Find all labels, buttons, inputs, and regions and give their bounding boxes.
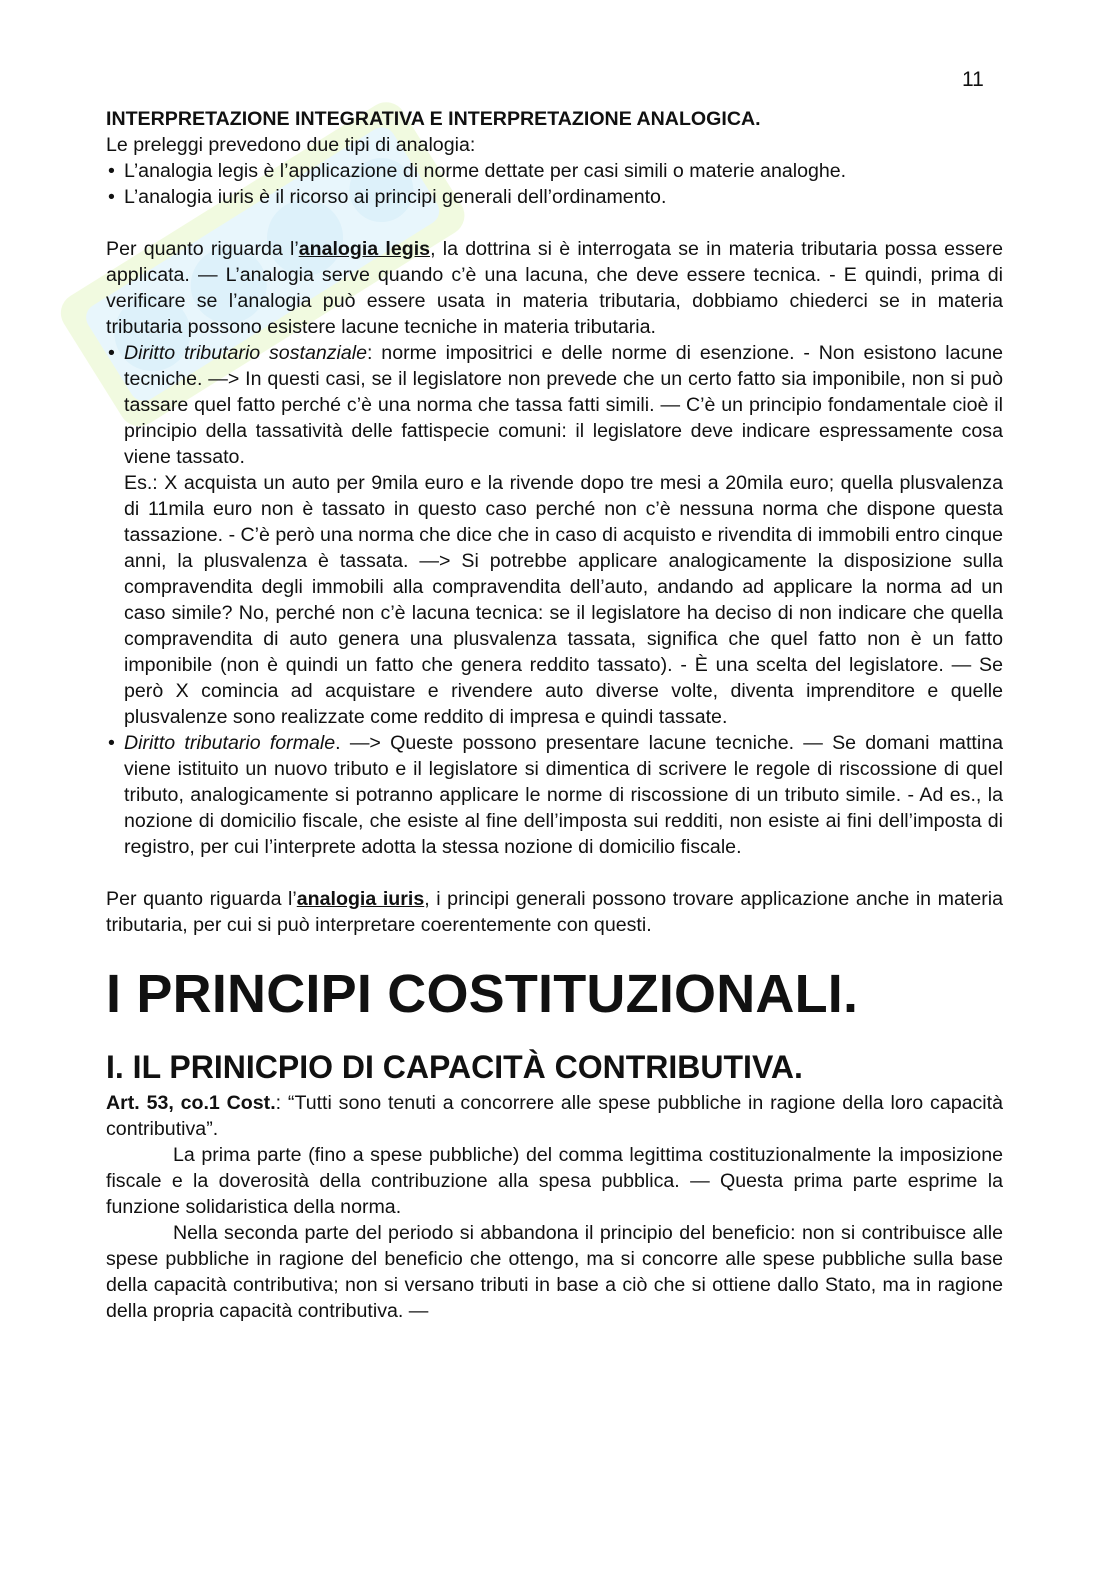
list-item-formale: • Diritto tributario formale. —> Queste possono presentare lacune tecniche. — Se domani mattina viene istituito un nuovo tributo e il legislatore si dimentica di scrivere le regole di riscossione di quel tributo, analogicamente si potranno applicare le norme di riscossione di un tributo simile. - Ad es., la nozione di domicilio fiscale, che esiste al fine dell’imposta sui redditi, non esiste ai fini dell’imposta di registro, per cui l’interprete adotta la stessa nozione di domicilio fiscale. <box>106 730 1003 860</box>
term-sostanziale: Diritto tributario sostanziale <box>124 342 368 364</box>
section-title: INTERPRETAZIONE INTEGRATIVA E INTERPRETAZIONE ANALOGICA. <box>106 108 761 130</box>
article-quote: Art. 53, co.1 Cost.: “Tutti sono tenuti a concorrere alle spese pubbliche in ragione della loro capacità contributiva”. <box>106 1092 1004 1140</box>
analogy-types-list <box>106 158 1003 210</box>
term-analogia-iuris: analogia iuris <box>296 888 425 910</box>
example-paragraph: Es.: X acquista un auto per 9mila euro e la rivende dopo tre mesi a 20mila euro; quella plusvalenza di 11mila euro non è tassato in questo caso perché non c’è nessuna norma che dispone questa tassazione. - C’è però una norma che dice che in caso di acquisto e rivendita di immobili entro cinque anni, la plusvalenza è tassata. —> Si potrebbe applicare analogicamente la disposizione sulla compravendita degli immobili alla compravendita dell’auto, andando ad applicare la norma ad un caso simile? No, perché non c’è lacuna tecnica: se il legislatore ha deciso di non indicare che quella compravendita di auto genera una plusvalenza tassata, significa che quel fatto non è un fatto imponibile (non è quindi un fatto che genera reddito tassato). - È una scelta del legislatore. — Se però X comincia ad acquistare e rivendere auto diverse volte, diventa imprenditore e quelle plusvalenze sono realizzate come reddito di impresa e quindi tassate. <box>124 472 1003 728</box>
list-item-sostanziale: • Diritto tributario sostanziale: norme impositrici e delle norme di esenzione. - Non esistono lacune tecniche. —> In questi casi, se il legislatore non prevede che un certo fatto sia imponibile, non si può tassare quel fatto perché c’è una norma che tassa fatti simili. — C’è un principio fondamentale cioè il principio della tassatività delle fattispecie comuni: il legislatore deve indicare espressamente cosa viene tassato. Es.: X acquista un auto per 9mila euro e la rivende dopo tre mesi a 20mila euro; quella plusvalenza di 11mila euro non è tassato in questo caso perché non c’è nessuna norma che dispone questa tassazione. - C’è però una norma che dice che in caso di acquisto e rivendita di immobili entro cinque anni, la plusvalenza è tassata. —> Si potrebbe applicare analogicamente la disposizione sulla compravendita degli immobili alla compravendita dell’auto, andando ad applicare la norma ad un caso simile? No, perché non c’è lacuna tecnica: se il legislatore ha deciso di non indicare che quella compravendita di auto genera una plusvalenza tassata, significa che quel fatto non è un fatto imponibile (non è quindi un fatto che genera reddito tassato). - È una scelta del legislatore. — Se però X comincia ad acquistare e rivendere auto diverse volte, diventa imprenditore e quelle plusvalenze sono realizzate come reddito di impresa e quindi tassate. <box>106 340 1003 730</box>
page-number: 11 <box>962 68 984 91</box>
tax-law-list <box>106 340 1003 860</box>
paragraph: La prima parte (fino a spese pubbliche) del comma legittima costituzionalmente la imposizione fiscale e la doverosità della contribuzione alla spesa pubblica. — Questa prima parte esprime la funzione solidaristica della norma. <box>106 1144 1003 1218</box>
paragraph-analogia-iuris: Per quanto riguarda l’analogia iuris, i principi generali possono trovare applicazione anche in materia tributaria, per cui si può interpretare coerentemente con questi. <box>106 888 1003 936</box>
chapter-subtitle: I. IL PRINICPIO DI CAPACITÀ CONTRIBUTIVA. <box>106 1049 803 1085</box>
list-item: • L’analogia legis è l’applicazione di norme dettate per casi simili o materie analoghe. <box>106 158 1003 184</box>
term-formale: Diritto tributario formale <box>124 732 336 754</box>
paragraph: Nella seconda parte del periodo si abbandona il principio del beneficio: non si contribuisce alle spese pubbliche in ragione del beneficio che ottengo, ma si concorre alle spese pubbliche sulla base della capacità contributiva; non si versano tributi in base a ciò che si ottiene dallo Stato, ma in ragione della propria capacità contributiva. — <box>106 1222 1003 1322</box>
section-intro: Le preleggi prevedono due tipi di analogia: <box>106 134 476 156</box>
paragraph-analogia-legis: Per quanto riguarda l’analogia legis, la dottrina si è interrogata se in materia tributaria possa essere applicata. — L’analogia serve quando c’è una lacuna, che deve essere tecnica. - E quindi, prima di verificare se l’analogia può essere usata in materia tributaria, dobbiamo chiederci se in materia tributaria possono esistere lacune tecniche in materia tributaria. <box>106 238 1003 338</box>
chapter-title: I PRINCIPI COSTITUZIONALI. <box>106 964 859 1024</box>
article-ref: Art. 53, co.1 Cost. <box>106 1092 276 1114</box>
list-item: • L’analogia iuris è il ricorso ai principi generali dell’ordinamento. <box>106 184 1003 210</box>
page-content <box>106 106 1003 1324</box>
term-analogia-legis: analogia legis <box>298 238 431 260</box>
